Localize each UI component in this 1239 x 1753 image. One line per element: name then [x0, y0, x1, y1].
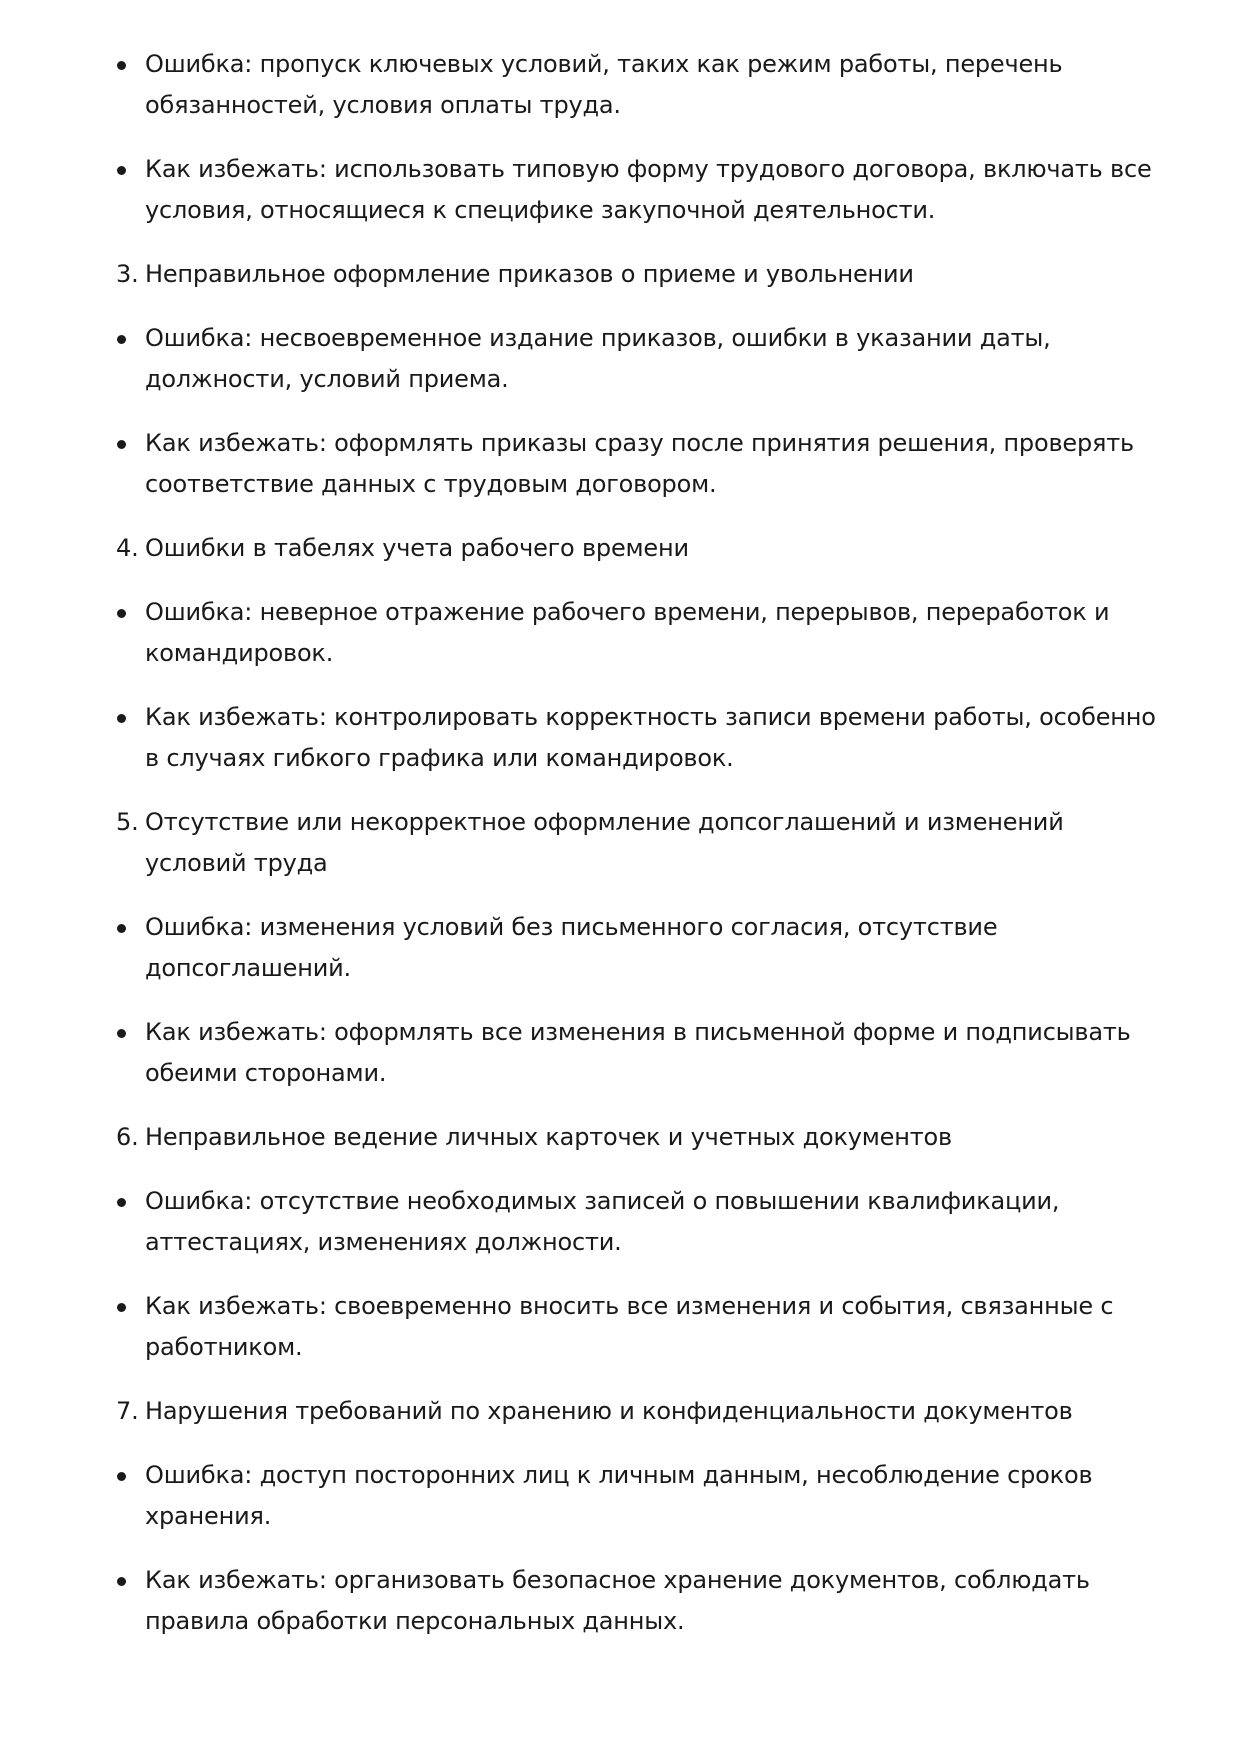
- item-text: Ошибка: пропуск ключевых условий, таких как режим работы, перечень обязанностей, условия оплаты труда.: [145, 50, 1063, 119]
- numbered-heading: [0, 802, 1239, 884]
- bullet-item: [0, 592, 1239, 674]
- bullet-item: [0, 149, 1239, 231]
- bullet-item: [0, 423, 1239, 505]
- bullet-item: [0, 1012, 1239, 1094]
- numbered-heading: [0, 1391, 1239, 1432]
- item-text: Ошибка: несвоевременное издание приказов, ошибки в указании даты, должности, условий приема.: [145, 324, 1051, 393]
- document-body: [0, 44, 1239, 1665]
- bullet-item: [0, 1455, 1239, 1537]
- bullet-item: [0, 318, 1239, 400]
- bullet-item: [0, 1181, 1239, 1263]
- item-text: Отсутствие или некорректное оформление допсоглашений и изменений условий труда: [145, 808, 1064, 877]
- bullet-item: [0, 697, 1239, 779]
- item-text: Как избежать: оформлять приказы сразу после принятия решения, проверять соответствие данных с трудовым договором.: [145, 429, 1134, 498]
- item-number: 5.: [116, 808, 139, 836]
- item-number: 7.: [116, 1397, 139, 1425]
- bullet-item: [0, 44, 1239, 126]
- item-text: Ошибка: отсутствие необходимых записей о повышении квалификации, аттестациях, изменениях должности.: [145, 1187, 1060, 1256]
- item-text: Как избежать: своевременно вносить все изменения и события, связанные с работником.: [145, 1292, 1114, 1361]
- bullet-item: [0, 1560, 1239, 1642]
- bullet-item: [0, 907, 1239, 989]
- item-number: 6.: [116, 1123, 139, 1151]
- item-text: Ошибка: неверное отражение рабочего времени, перерывов, переработок и командировок.: [145, 598, 1110, 667]
- item-number: 4.: [116, 534, 139, 562]
- item-text: Неправильное ведение личных карточек и учетных документов: [145, 1123, 952, 1151]
- numbered-heading: [0, 528, 1239, 569]
- item-text: Как избежать: оформлять все изменения в письменной форме и подписывать обеими сторонами.: [145, 1018, 1131, 1087]
- item-text: Ошибка: изменения условий без письменного согласия, отсутствие допсоглашений.: [145, 913, 998, 982]
- item-number: 3.: [116, 260, 139, 288]
- item-text: Как избежать: контролировать корректность записи времени работы, особенно в случаях гибкого графика или командировок.: [145, 703, 1156, 772]
- item-text: Нарушения требований по хранению и конфиденциальности документов: [145, 1397, 1073, 1425]
- item-text: Ошибка: доступ посторонних лиц к личным данным, несоблюдение сроков хранения.: [145, 1461, 1093, 1530]
- item-text: Как избежать: использовать типовую форму трудового договора, включать все условия, относящиеся к специфике закупочной деятельности.: [145, 155, 1152, 224]
- item-text: Как избежать: организовать безопасное хранение документов, соблюдать правила обработки персональных данных.: [145, 1566, 1090, 1635]
- numbered-heading: [0, 1117, 1239, 1158]
- bullet-item: [0, 1286, 1239, 1368]
- item-text: Ошибки в табелях учета рабочего времени: [145, 534, 689, 562]
- item-text: Неправильное оформление приказов о приеме и увольнении: [145, 260, 914, 288]
- numbered-heading: [0, 254, 1239, 295]
